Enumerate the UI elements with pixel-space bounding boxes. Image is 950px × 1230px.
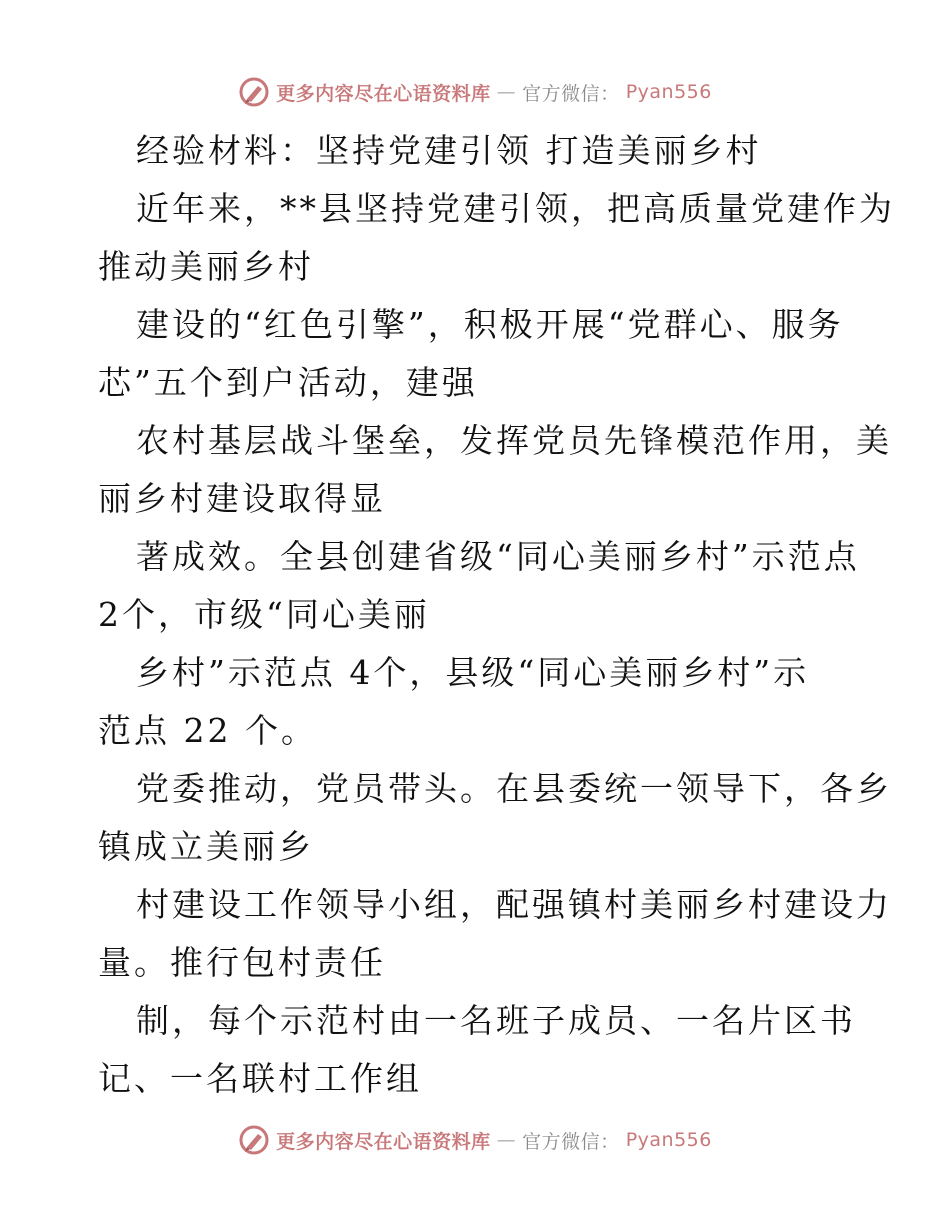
document-line: 2个，市级“同心美丽	[98, 595, 430, 634]
document-line: 记、一名联村工作组	[98, 1059, 422, 1098]
document-line: 丽乡村建设取得显	[98, 479, 386, 518]
document-line: 乡村”示范点 4个，县级“同心美丽乡村”示	[136, 653, 810, 692]
document-line: 推动美丽乡村	[98, 247, 314, 286]
document-body	[98, 122, 895, 1108]
header-banner-sub: 官方微信：	[522, 82, 620, 105]
document-line: 制，每个示范村由一名班子成员、一名片区书	[136, 1001, 856, 1040]
document-line: 量。推行包村责任	[98, 943, 386, 982]
document-line: 范点 22 个。	[98, 711, 317, 750]
document-line: 农村基层战斗堡垒，发挥党员先锋模范作用，美	[136, 421, 892, 460]
document-line: 建设的“红色引擎”，积极开展“党群心、服务	[136, 305, 844, 344]
header-banner-main: 更多内容尽在心语资料库	[276, 82, 491, 105]
header-banner-dash: —	[496, 81, 517, 103]
document-line: 著成效。全县创建省级“同心美丽乡村”示范点	[136, 537, 860, 576]
footer-banner	[0, 1120, 950, 1160]
pen-logo-icon	[238, 76, 270, 108]
document-line: 经验材料：坚持党建引领 打造美丽乡村	[136, 131, 762, 170]
document-line: 村建设工作领导小组，配强镇村美丽乡村建设力	[136, 885, 892, 924]
header-banner-id: Pyan556	[625, 81, 712, 103]
document-line: 党委推动，党员带头。在县委统一领导下，各乡	[136, 769, 892, 808]
footer-banner-sub: 官方微信：	[522, 1130, 620, 1153]
document-line: 近年来，**县坚持党建引领，把高质量党建作为	[136, 189, 895, 228]
header-banner	[0, 72, 950, 112]
document-line: 芯”五个到户活动，建强	[98, 363, 478, 402]
footer-banner-id: Pyan556	[625, 1129, 712, 1151]
footer-banner-main: 更多内容尽在心语资料库	[276, 1130, 491, 1153]
footer-banner-dash: —	[496, 1129, 517, 1151]
pen-logo-icon	[238, 1124, 270, 1156]
document-line: 镇成立美丽乡	[98, 827, 314, 866]
